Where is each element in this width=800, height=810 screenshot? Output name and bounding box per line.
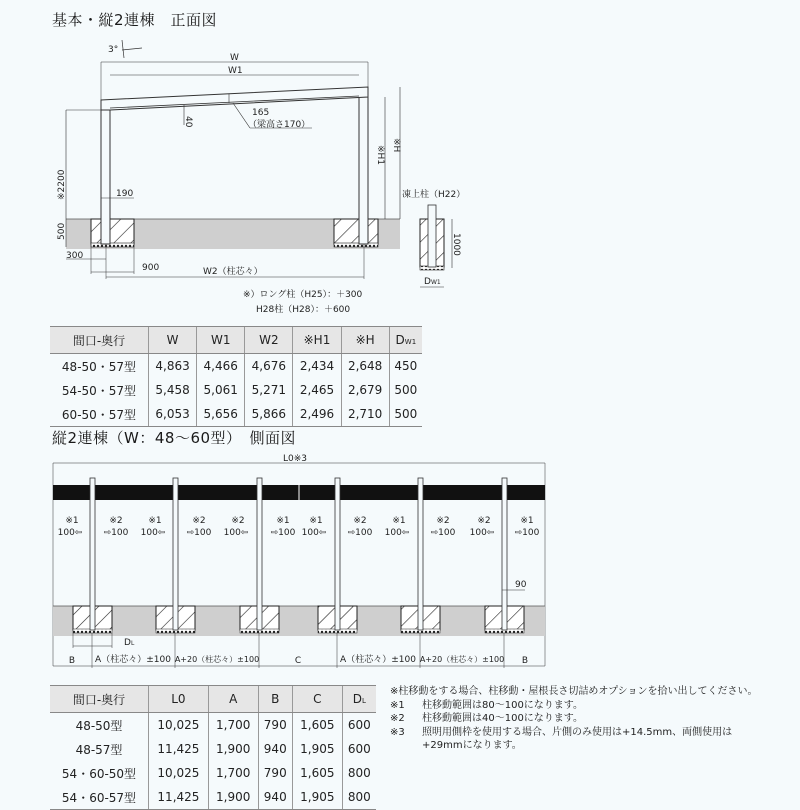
- cell: 4,466: [197, 354, 245, 379]
- cell: 800: [342, 785, 376, 810]
- cell: 1,605: [292, 713, 342, 738]
- cell: 940: [258, 785, 292, 810]
- note-line: ※2 柱移動範囲は40〜100になります。: [390, 713, 584, 724]
- svg-text:※2: ※2: [477, 516, 491, 526]
- svg-text:⇨100: ⇨100: [347, 528, 373, 538]
- svg-text:⇨100: ⇨100: [186, 528, 212, 538]
- cell: 5,866: [245, 402, 293, 427]
- dim-300: 300: [66, 251, 84, 261]
- svg-text:※1: ※1: [392, 516, 406, 526]
- cell: 790: [258, 713, 292, 738]
- svg-text:A（柱芯々）±100: A（柱芯々）±100: [340, 655, 416, 665]
- table-header-row: [50, 327, 422, 354]
- table-row: [50, 737, 376, 761]
- svg-text:⇨100: ⇨100: [270, 528, 296, 538]
- svg-text:100⇦: 100⇦: [469, 528, 495, 538]
- cell: 48-50型: [75, 718, 123, 733]
- dim-2200: ※2200: [57, 169, 67, 200]
- col-W1: W1: [197, 327, 245, 354]
- cell: 2,465: [293, 378, 341, 402]
- post-left: [101, 100, 110, 244]
- long-post-note: ※）ロング柱（H25）：＋300: [243, 290, 363, 300]
- dim-DL: DL: [124, 638, 135, 648]
- cell: 940: [258, 737, 292, 761]
- col-B: B: [258, 686, 292, 713]
- dim-900: 900: [142, 263, 160, 273]
- dim-W2: W2（柱芯々）: [203, 267, 263, 277]
- cell: 1,700: [208, 761, 258, 785]
- svg-text:※1: ※1: [148, 516, 162, 526]
- cell: 2,434: [293, 354, 341, 379]
- post-right: [359, 88, 368, 244]
- table-row: [50, 713, 376, 738]
- dim-500: 500: [57, 222, 67, 240]
- dim-1000: 1000: [451, 233, 461, 256]
- front-view-title: 基本・縦2連棟 正面図: [52, 11, 218, 29]
- cell: 1,905: [292, 737, 342, 761]
- footing-left: [91, 219, 134, 244]
- svg-text:⇨100: ⇨100: [430, 528, 456, 538]
- cell: 600: [342, 713, 376, 738]
- cell: 10,025: [149, 761, 209, 785]
- side-view-title: 縦2連棟（W：48〜60型） 側面図: [52, 429, 297, 447]
- side-spec-table: [50, 685, 376, 810]
- svg-text:⇨100: ⇨100: [514, 528, 540, 538]
- cell: 1,605: [292, 761, 342, 785]
- svg-text:※2: ※2: [353, 516, 367, 526]
- table-row: [50, 378, 422, 402]
- col-Dw1: DW1: [389, 327, 422, 354]
- svg-text:※2: ※2: [192, 516, 206, 526]
- cell: 54-50・57型: [61, 383, 137, 398]
- cell: 54・60-57型: [50, 785, 149, 810]
- post-move-labels: [58, 516, 540, 538]
- col-W: W: [149, 327, 197, 354]
- svg-text:⇨100: ⇨100: [103, 528, 129, 538]
- span-labels: [69, 653, 528, 666]
- cell: 5,458: [149, 378, 197, 402]
- cell: 10,025: [149, 713, 209, 738]
- angle-label: 3°: [108, 45, 119, 55]
- side-view-notes: [390, 685, 757, 753]
- dim-H: ※H: [391, 138, 401, 153]
- col-A: A: [208, 686, 258, 713]
- col-DL: DL: [342, 686, 376, 713]
- svg-text:B: B: [521, 656, 529, 666]
- svg-text:A+20（柱芯々）±100: A+20（柱芯々）±100: [174, 655, 260, 664]
- table-row: [50, 761, 376, 785]
- svg-text:※2: ※2: [109, 516, 123, 526]
- cell: 2,679: [341, 378, 389, 402]
- table-row: [50, 785, 376, 810]
- dim-90: 90: [515, 580, 527, 590]
- dim-W: W: [230, 53, 239, 63]
- cell: 5,061: [197, 378, 245, 402]
- h28-post-note: H28柱（H28）：＋600: [256, 305, 351, 315]
- dim-W1: W1: [228, 66, 243, 76]
- frost-post-label: 凍上柱（H22）: [402, 190, 466, 200]
- svg-text:※2: ※2: [231, 516, 245, 526]
- cell: 1,700: [208, 713, 258, 738]
- cell: 48-50・57型: [61, 359, 137, 374]
- cell: 2,710: [341, 402, 389, 427]
- cell: 11,425: [149, 785, 209, 810]
- cell: 1,900: [208, 737, 258, 761]
- cell: 5,656: [197, 402, 245, 427]
- beam-dim-165: 165: [252, 108, 270, 118]
- table-row: [50, 402, 422, 427]
- note-line: ※3 照明用側枠を使用する場合、片側のみ使用は+14.5mm、両側使用は: [390, 726, 733, 738]
- cell: 5,271: [245, 378, 293, 402]
- col-C: C: [292, 686, 342, 713]
- post-5: [401, 478, 440, 633]
- dim-Dw1: DW1: [424, 277, 441, 287]
- svg-text:※1: ※1: [276, 516, 290, 526]
- cell: 1,905: [292, 785, 342, 810]
- col-W2: W2: [245, 327, 293, 354]
- front-view-diagram: [0, 0, 800, 320]
- ground-band: [53, 606, 545, 636]
- cell: 4,863: [149, 354, 197, 379]
- svg-text:※2: ※2: [436, 516, 450, 526]
- svg-text:100⇦: 100⇦: [57, 528, 83, 538]
- cell: 11,425: [149, 737, 209, 761]
- cell: 500: [389, 378, 422, 402]
- svg-text:100⇦: 100⇦: [140, 528, 166, 538]
- col-H: ※H: [341, 327, 389, 354]
- cell: 6,053: [149, 402, 197, 427]
- svg-text:C: C: [294, 656, 302, 666]
- svg-text:※1: ※1: [520, 516, 534, 526]
- post-3: [240, 478, 279, 633]
- cell: 54・60-50型: [61, 766, 137, 781]
- svg-text:A+20（柱芯々）±100: A+20（柱芯々）±100: [419, 655, 505, 664]
- cell: 2,496: [293, 402, 341, 427]
- cell: 60-50・57型: [50, 402, 149, 427]
- svg-text:100⇦: 100⇦: [384, 528, 410, 538]
- col-H1: ※H1: [293, 327, 341, 354]
- note-line: ※柱移動をする場合、柱移動・屋根長さ切詰めオプションを拾い出してください。: [390, 686, 758, 697]
- note-line: ※1 柱移動範囲は80〜100になります。: [390, 699, 584, 711]
- col-model: 間口-奥行: [50, 327, 149, 354]
- cell: 2,648: [341, 354, 389, 379]
- dim-H1: ※H1: [375, 145, 385, 166]
- note-line: +29mmになります。: [422, 740, 522, 751]
- cell: 500: [389, 402, 422, 427]
- svg-text:※1: ※1: [309, 516, 323, 526]
- beam-height-label: （梁高さ170）: [248, 120, 311, 130]
- col-model: 間口-奥行: [50, 686, 149, 713]
- cell: 800: [342, 761, 376, 785]
- cell: 1,900: [208, 785, 258, 810]
- svg-text:B: B: [68, 656, 76, 666]
- footing-right: [334, 219, 378, 244]
- svg-text:※1: ※1: [65, 516, 79, 526]
- cell: 450: [389, 354, 422, 379]
- post-1: [73, 478, 112, 633]
- cell: 790: [258, 761, 292, 785]
- table-header-row: [50, 686, 376, 713]
- dim-40: 40: [183, 116, 193, 128]
- dim-L0: L0※3: [283, 454, 308, 464]
- cell: 4,676: [245, 354, 293, 379]
- dim-190: 190: [116, 189, 134, 199]
- col-L0: L0: [149, 686, 209, 713]
- post-6: [485, 478, 524, 633]
- post-4: [318, 478, 357, 633]
- post-2: [156, 478, 195, 633]
- svg-text:100⇦: 100⇦: [223, 528, 249, 538]
- table-row: [50, 354, 422, 379]
- cell: 48-57型: [75, 742, 123, 757]
- svg-text:A（柱芯々）±100: A（柱芯々）±100: [95, 655, 171, 665]
- front-spec-table: [50, 326, 422, 427]
- svg-text:100⇦: 100⇦: [301, 528, 327, 538]
- side-view-diagram: [0, 450, 800, 675]
- cell: 600: [342, 737, 376, 761]
